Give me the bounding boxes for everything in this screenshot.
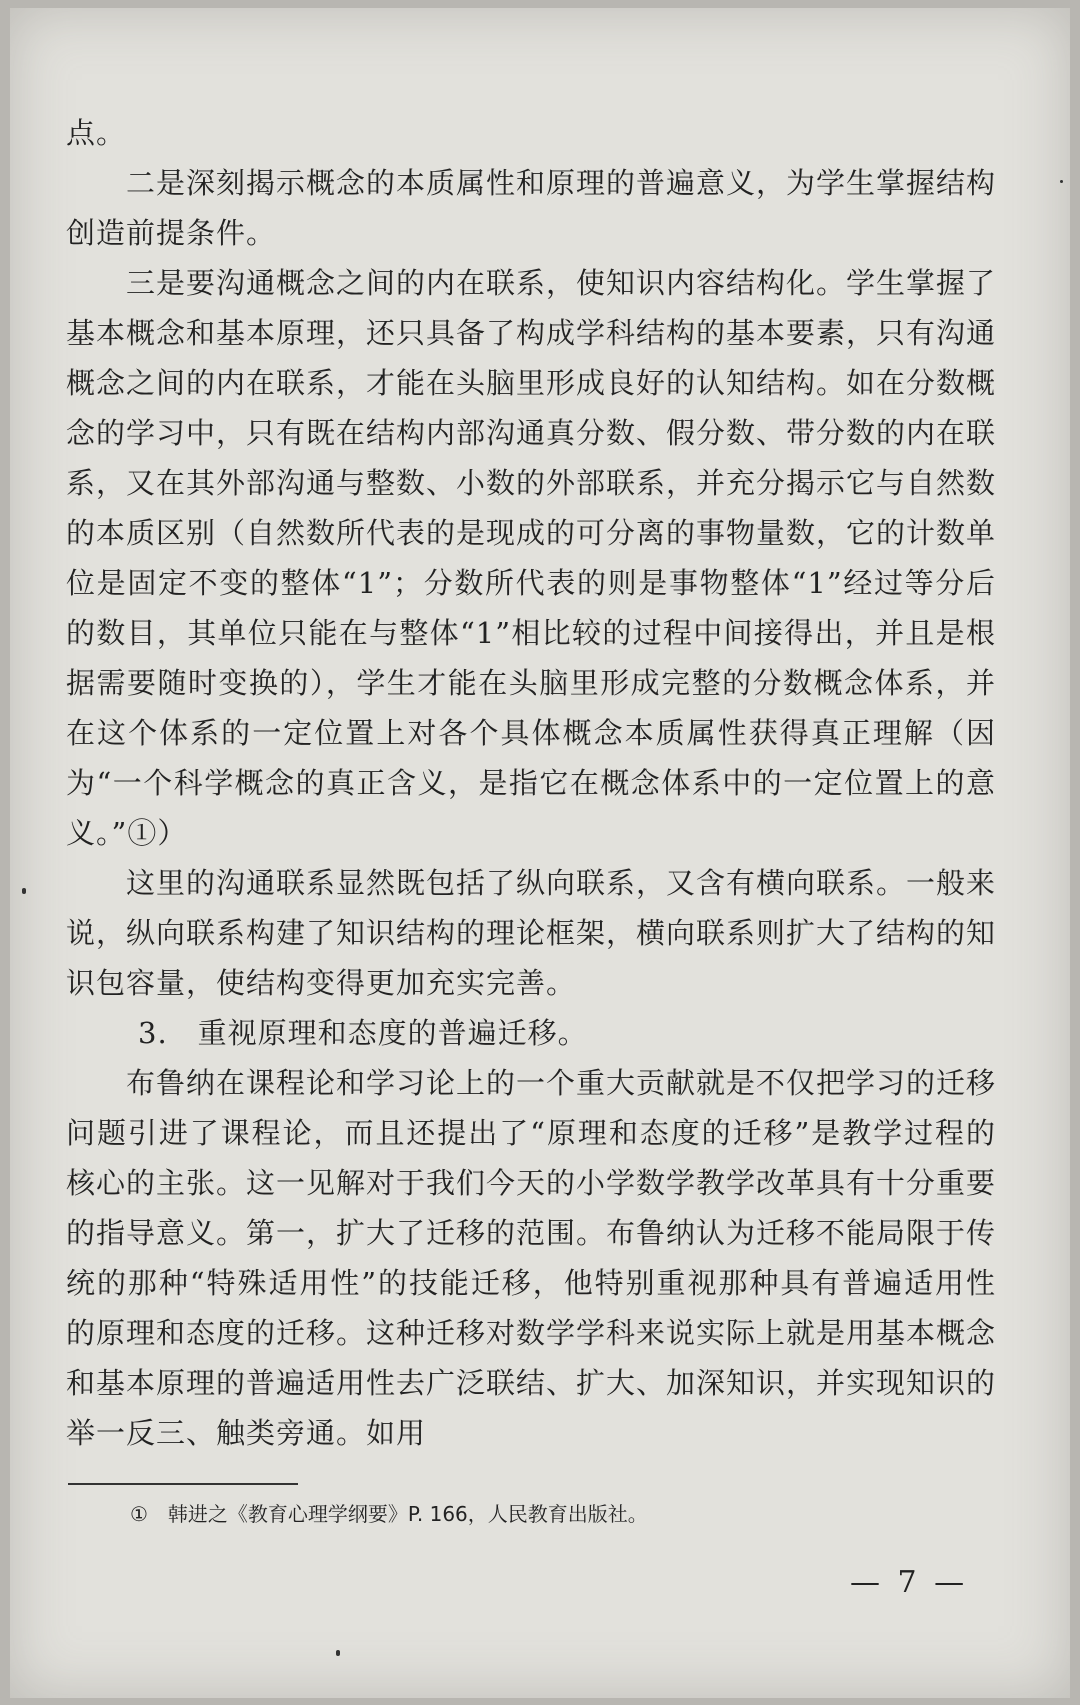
paragraph-second-point: 二是深刻揭示概念的本质属性和原理的普遍意义，为学生掌握结构创造前提条件。 [66,166,997,250]
section-heading: 3. 重视原理和态度的普遍迁移。 [138,1016,588,1050]
paragraph-third-point: 三是要沟通概念之间的内在联系，使知识内容结构化。学生掌握了基本概念和基本原理，还只具备了构成学科结构的基本要素，只有沟通概念之间的内在联系，才能在头脑里形成良好的认知结构。如在分数概念的学习中，只有既在结构内部沟通真分数、假分数、带分数的内在联系，又在其外部沟通与整数、小数的外部联系，并充分揭示它与自然数的本质区别（自然数所代表的是现成的可分离的事物量数，它的计数单位是固定不变的整体“1”；分数所代表的则是事物整体“1”经过等分后的数目，其单位只能在与整体“1”相比较的过程中间接得出，并且是根据需要随时变换的），学生才能在头脑里形成完整的分数概念体系，并在这个体系的一定位置上对各个具体概念本质属性获得真正理解（因为“一个科学概念的真正含义，是指它在概念体系中的一定位置上的意义。”①） [66,266,997,850]
print-speck [336,1650,340,1656]
paragraph-connection: 这里的沟通联系显然既包括了纵向联系，又含有横向联系。一般来说，纵向联系构建了知识结构的理论框架，横向联系则扩大了结构的知识包容量，使结构变得更加充实完善。 [66,866,997,1000]
paragraph-bruner: 布鲁纳在课程论和学习论上的一个重大贡献就是不仅把学习的迁移问题引进了课程论，而且还提出了“原理和态度的迁移”是教学过程的核心的主张。这一见解对于我们今天的小学数学教学改革具有十分重要的指导意义。第一，扩大了迁移的范围。布鲁纳认为迁移不能局限于传统的那种“特殊适用性”的技能迁移，他特别重视那种具有普遍适用性的原理和态度的迁移。这种迁移对数学学科来说实际上就是用基本概念和基本原理的普遍适用性去广泛联结、扩大、加深知识，并实现知识的举一反三、触类旁通。如用 [66,1066,997,1450]
paragraph-continuation: 点。 [66,116,127,150]
page-number: — 7 — [850,1565,969,1600]
footnote: ① 韩进之《教育心理学纲要》P. 166，人民教育出版社。 [130,1502,648,1526]
body-text [66,108,996,1458]
footnote-divider [68,1483,298,1485]
book-page [10,8,1070,1698]
print-speck [22,888,26,894]
print-speck [1060,180,1063,183]
